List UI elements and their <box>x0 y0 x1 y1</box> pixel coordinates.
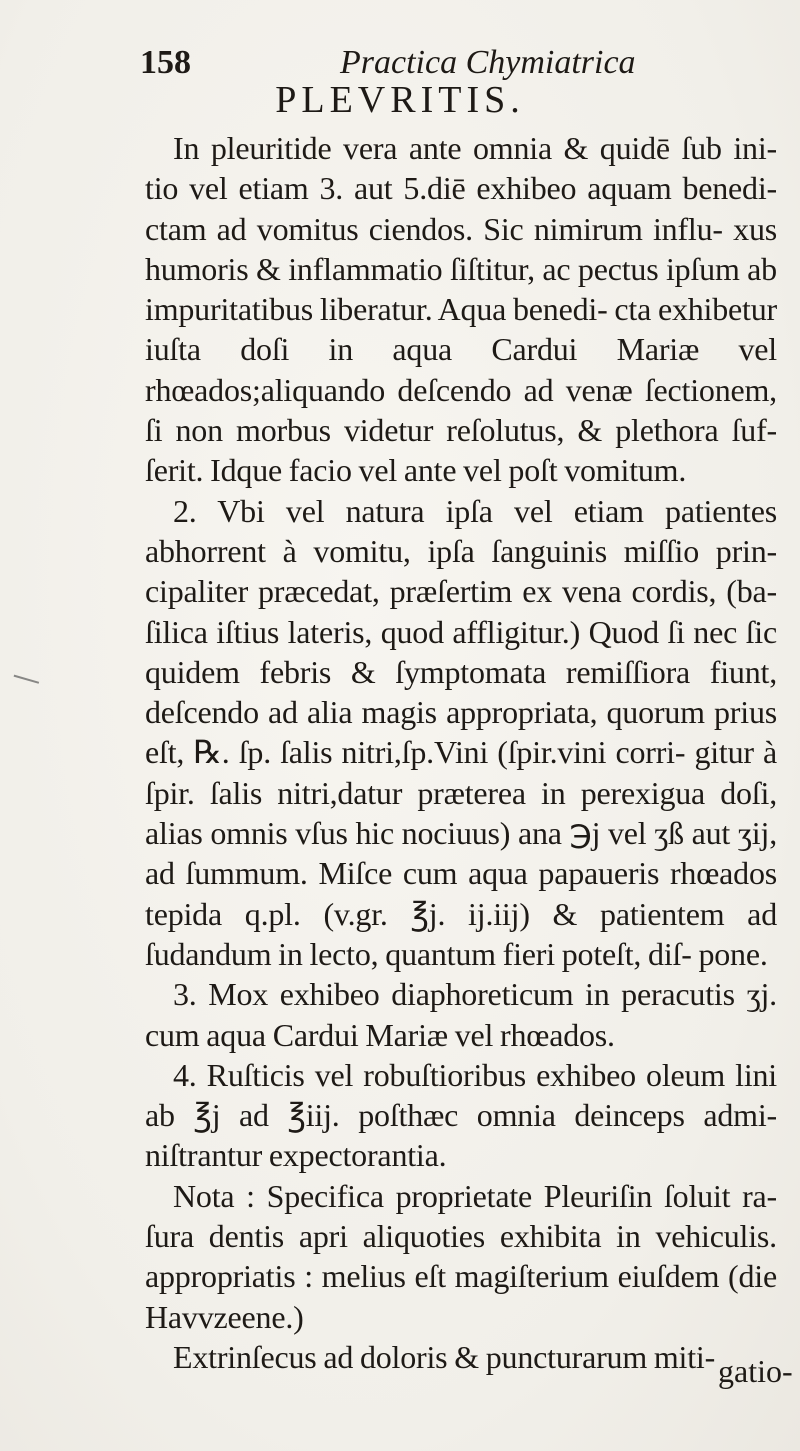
paragraph-3: 3. Mox exhibeo diaphoreticum in peracutis ʒj. cum aqua Cardui Mariæ vel rhœados. <box>145 976 777 1053</box>
catchword: gatio- <box>718 1353 793 1389</box>
paragraph-intro: In pleuritide vera ante omnia & quidē ſub ini- tio vel etiam 3. aut 5.diē exhibeo aquam benedi- ctam ad vomitus ciendos. Sic nimirum influ- xus humoris & inflammatio ſiſtitur, ac pectus ipſum ab impuritatibus liberatur. Aqua benedi- cta exhibetur iuſta doſi in aqua Cardui Mariæ vel rhœados;aliquando deſcendo ad venæ ſectionem, ſi non morbus videtur reſolutus, & plethora ſuf- ſerit. Idque facio vel ante vel poſt vomitum. <box>145 130 777 489</box>
margin-mark <box>11 675 39 694</box>
page-number: 158 <box>140 44 191 81</box>
paragraph-4: 4. Ruſticis vel robuſtioribus exhibeo oleum lini ab ℥j ad ℥iij. poſthæc omnia deinceps admi- niſtrantur expectorantia. <box>145 1056 777 1174</box>
paragraph-nota: Nota : Specifica proprietate Pleuriſin ſoluit ra- ſura dentis apri aliquoties exhibita in vehiculis. appropriatis : melius eſt magiſterium eiuſdem (die Havvzeene.) <box>145 1177 777 1335</box>
running-head: Practica Chymiatrica <box>340 44 636 81</box>
paragraph-extrinsecus: Extrinſecus ad doloris & puncturarum miti- <box>173 1338 716 1375</box>
body-text <box>145 128 777 1377</box>
paragraph-2: 2. Vbi vel natura ipſa vel etiam patientes abhorrent à vomitu, ipſa ſanguinis miſſio prin- cipaliter præcedat, præſertim ex vena cordis, (ba- ſilica iſtius lateris, quod affligitur.) Quod ſi nec ſic quidem febris & ſymptomata remiſſiora fiunt, deſcendo ad alia magis appropriata, quorum prius eſt, ℞. ſp. ſalis nitri,ſp.Vini (ſpir.vini corri- gitur à ſpir. ſalis nitri,datur præterea in perexigua doſi, alias omnis vſus hic nociuus) ana ℈j vel ʒß aut ʒij, ad ſummum. Miſce cum aqua papaueris rhœados tepida q.pl. (v.gr. ℥j. ij.iij) & patientem ad ſudandum in lecto, quantum fieri poteſt, diſ- pone. <box>145 492 777 972</box>
chapter-title: PLEVRITIS. <box>275 79 525 121</box>
